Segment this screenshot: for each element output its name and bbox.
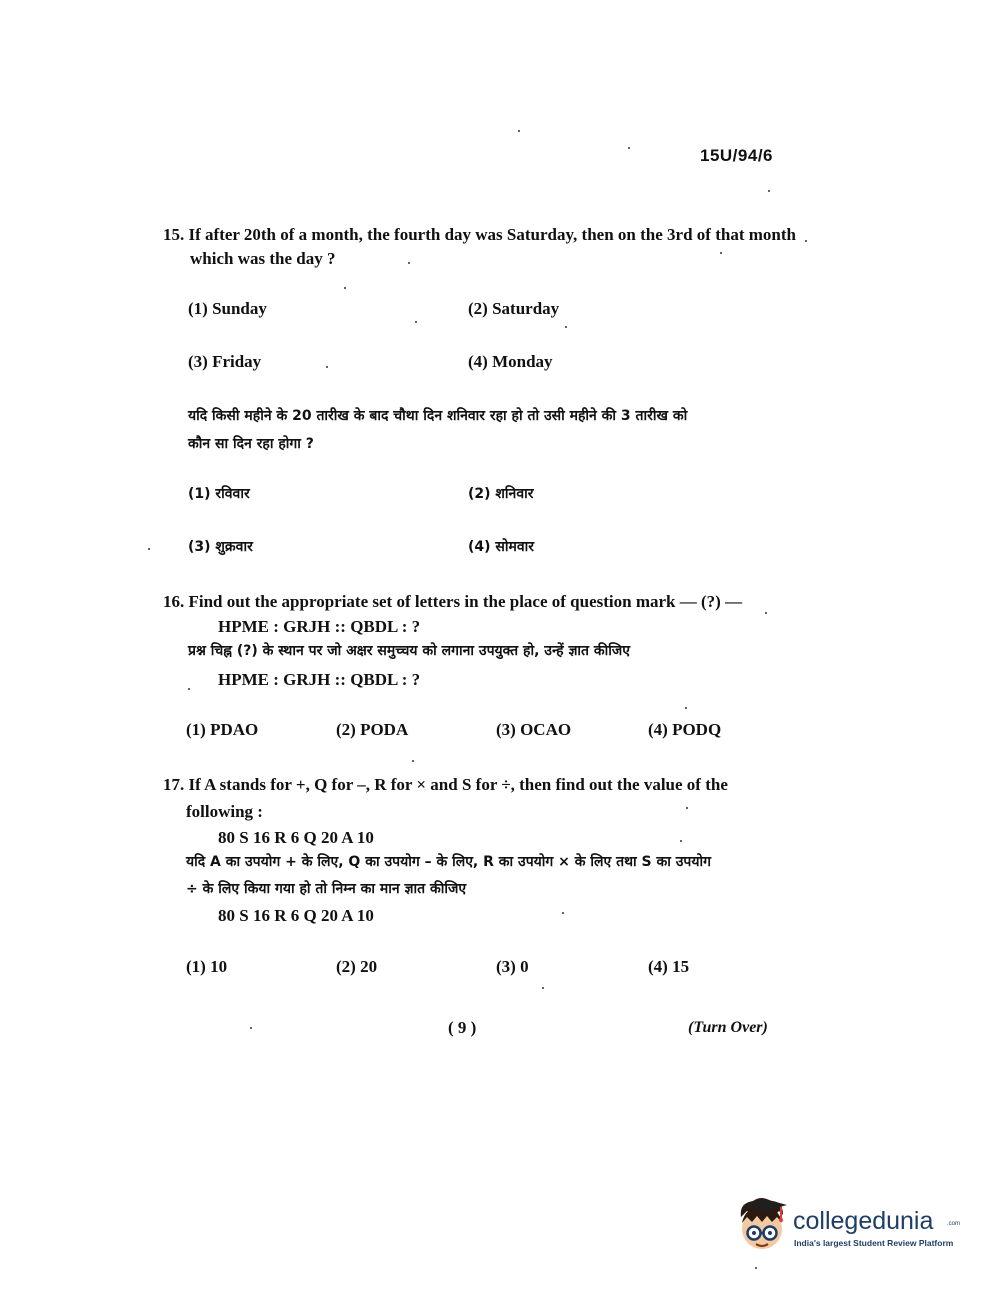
q15-hindi-line-1: यदि किसी महीने के 20 तारीख के बाद चौथा दिन शनिवार रहा हो तो उसी महीने की 3 तारीख को: [188, 408, 688, 424]
page-number: ( 9 ): [448, 1018, 477, 1037]
q17-line-2: following :: [186, 802, 263, 821]
q15-option-4: (4) Monday: [468, 352, 553, 371]
q15-option-1: (1) Sunday: [188, 299, 267, 318]
q15-hindi-option-1: (1) रविवार: [188, 486, 250, 502]
q16-option-2: (2) PODA: [336, 720, 409, 739]
q15-option-3: (3) Friday: [188, 352, 262, 371]
q15-hindi-option-3: (3) शुक्रवार: [188, 539, 253, 555]
paper-code: 15U/94/6: [700, 146, 773, 165]
q15-option-2: (2) Saturday: [468, 299, 560, 318]
mascot-icon: [735, 1195, 791, 1257]
q17-option-4: (4) 15: [648, 957, 690, 976]
q16-option-1: (1) PDAO: [186, 720, 259, 739]
q15-line-2: which was the day ?: [190, 249, 336, 268]
collegedunia-logo[interactable]: [735, 1195, 965, 1265]
q16-analogy-repeat: HPME : GRJH :: QBDL : ?: [218, 670, 421, 689]
q17-expression: 80 S 16 R 6 Q 20 A 10: [218, 828, 374, 847]
q17-option-1: (1) 10: [186, 957, 228, 976]
q16-line-1: 16. Find out the appropriate set of letters in the place of question mark — (?) —: [163, 592, 743, 611]
q15-hindi-option-2: (2) शनिवार: [468, 486, 534, 502]
q15-line-1: 15. If after 20th of a month, the fourth day was Saturday, then on the 3rd of that month: [163, 225, 796, 244]
brand-suffix: .com: [947, 1221, 961, 1227]
q15-hindi-line-2: कौन सा दिन रहा होगा ?: [188, 436, 314, 452]
brand-name: collegedunia: [793, 1207, 934, 1235]
q17-expression-repeat: 80 S 16 R 6 Q 20 A 10: [218, 906, 374, 925]
q16-analogy: HPME : GRJH :: QBDL : ?: [218, 617, 421, 636]
q17-hindi-line-2: ÷ के लिए किया गया हो तो निम्न का मान ज्ञात कीजिए: [186, 881, 467, 897]
turn-over-label: (Turn Over): [688, 1019, 768, 1036]
q16-option-3: (3) OCAO: [496, 720, 572, 739]
q17-line-1: 17. If A stands for +, Q for –, R for × and S for ÷, then find out the value of the: [163, 775, 728, 794]
q15-hindi-option-4: (4) सोमवार: [468, 539, 535, 555]
q16-hindi-line: प्रश्न चिह्न (?) के स्थान पर जो अक्षर समुच्चय को लगाना उपयुक्त हो, उन्हें ज्ञात कीजिए: [188, 643, 631, 659]
q17-option-3: (3) 0: [496, 957, 529, 976]
brand-tagline: India's largest Student Review Platform: [794, 1238, 954, 1248]
q17-option-2: (2) 20: [336, 957, 378, 976]
q16-option-4: (4) PODQ: [648, 720, 722, 739]
q17-hindi-line-1: यदि A का उपयोग + के लिए, Q का उपयोग – के लिए, R का उपयोग × के लिए तथा S का उपयोग: [186, 854, 712, 870]
